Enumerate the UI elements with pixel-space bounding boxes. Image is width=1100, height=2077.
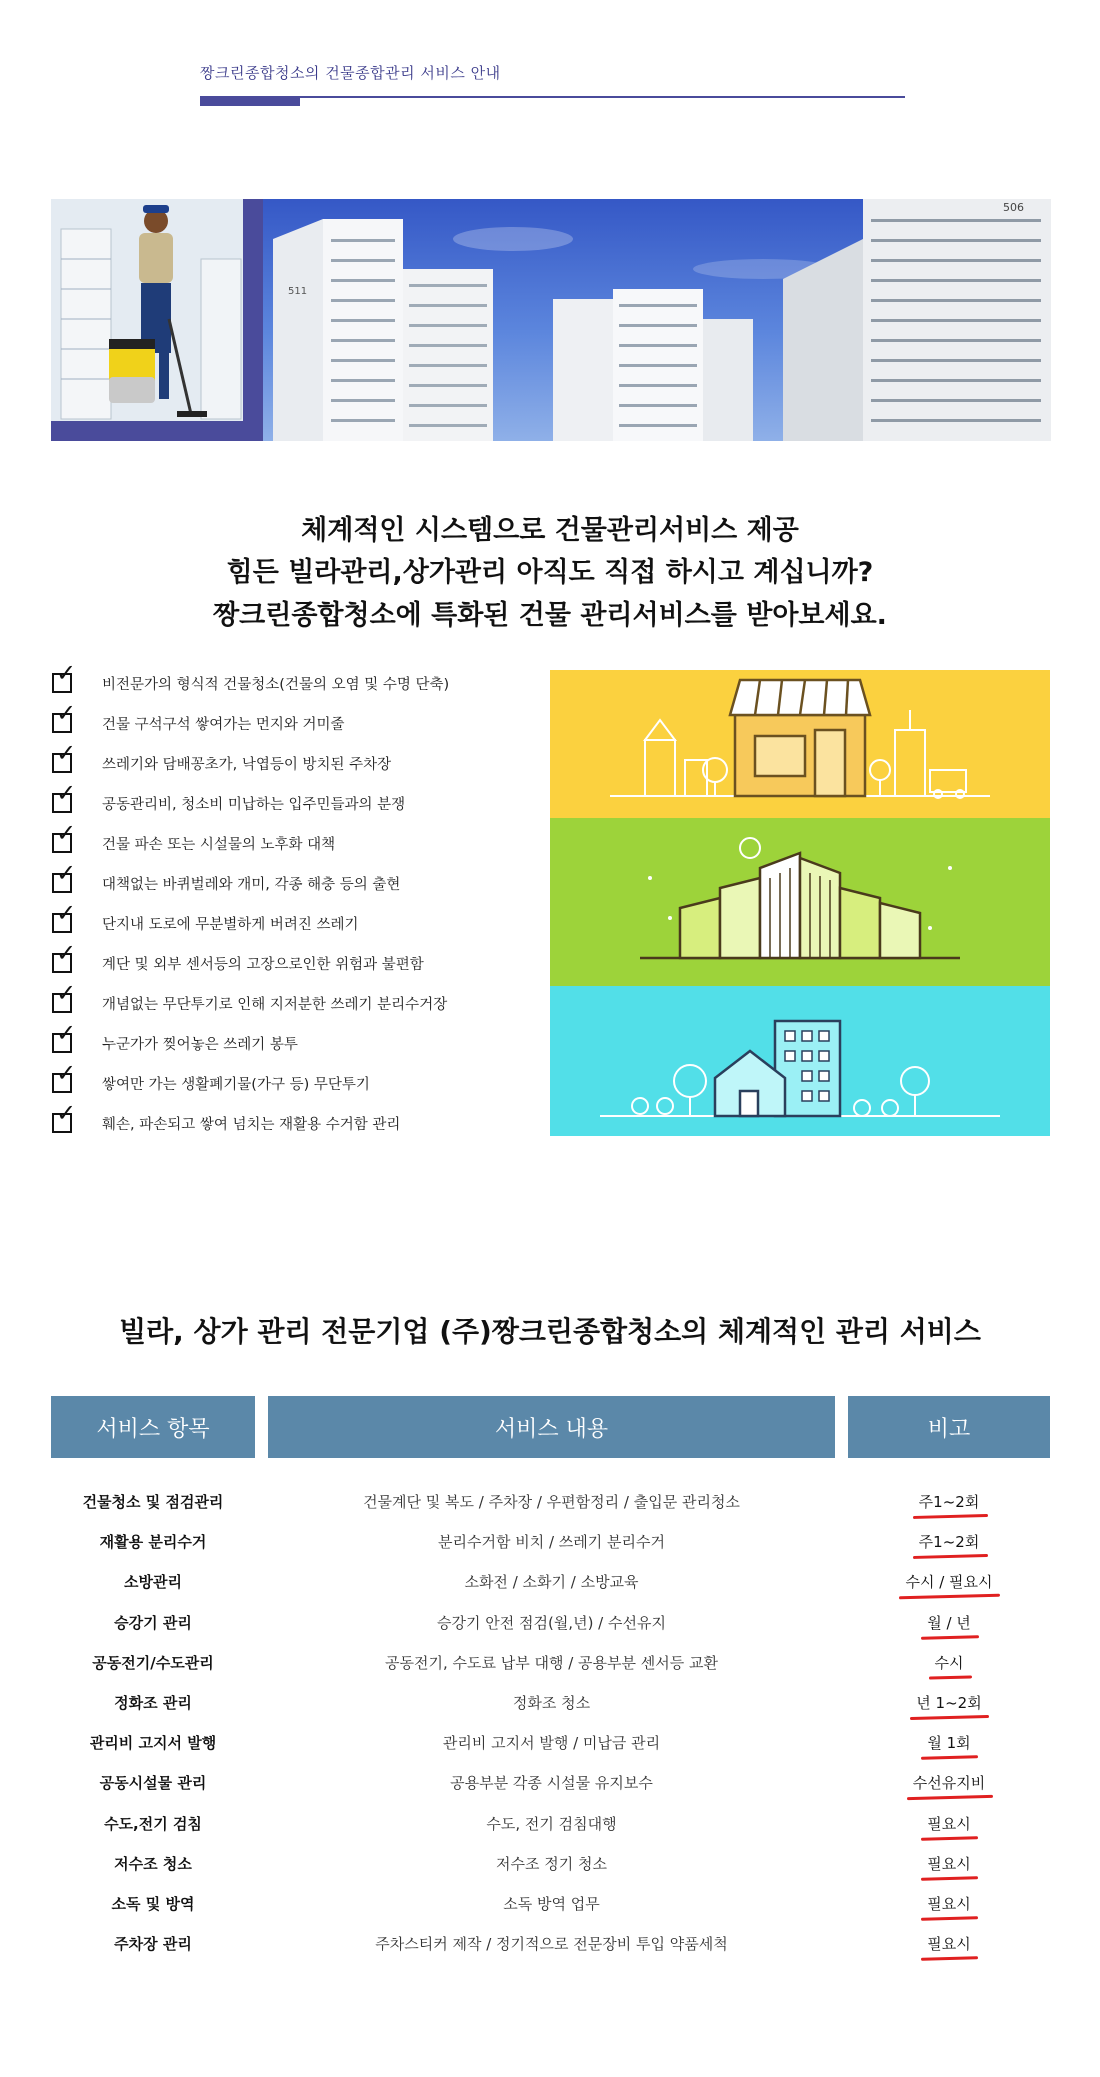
table-header-note: 비고	[848, 1396, 1050, 1458]
checklist-item: ✓ 쓰레기와 담배꽁초가, 낙엽등이 방치된 주차장	[48, 747, 518, 787]
header-accent-bar	[200, 96, 300, 106]
checklist-item: ✓ 단지내 도로에 무분별하게 버려진 쓰레기	[48, 907, 518, 947]
table-row: 수도,전기 검침 수도, 전기 검침대행 필요시	[104, 1814, 971, 1833]
checklist-item: ✓ 쌓여만 가는 생활폐기물(가구 등) 무단투기	[48, 1067, 518, 1107]
checkmark-icon: ✓	[56, 739, 77, 767]
table-row: 공동시설물 관리 공용부분 각종 시설물 유지보수 수선유지비	[99, 1774, 986, 1793]
checkmark-icon: ✓	[56, 819, 77, 847]
services-table	[0, 1483, 1100, 1965]
city-buildings-icon	[550, 818, 1050, 986]
storefront-icon	[550, 670, 1050, 818]
house-apartment-icon	[550, 986, 1050, 1136]
apartment-illustration	[263, 199, 1051, 441]
checkmark-icon: ✓	[56, 1059, 77, 1087]
table-row: 소방관리 소화전 / 소화기 / 소방교육 수시 / 필요시	[124, 1573, 993, 1592]
intro-line-3: 짱크린종합청소에 특화된 건물 관리서비스를 받아보세요.	[213, 600, 887, 631]
table-row: 주차장 관리 주차스티커 제작 / 정기적으로 전문장비 투입 약품세척 필요시	[114, 1935, 971, 1954]
building-number-left: 511	[288, 286, 308, 297]
checklist-item: ✓ 개념없는 무단투기로 인해 지저분한 쓰레기 분리수거장	[48, 987, 518, 1027]
checklist-item: ✓ 공동관리비, 청소비 미납하는 입주민들과의 분쟁	[48, 787, 518, 827]
table-header-item: 서비스 항목	[51, 1396, 255, 1458]
checkmark-icon: ✓	[56, 699, 77, 727]
table-row: 정화조 관리 정화조 청소 년 1~2회	[114, 1693, 982, 1712]
table-row: 공동전기/수도관리 공동전기, 수도료 납부 대행 / 공용부분 센서등 교환 수시	[92, 1653, 964, 1672]
checkmark-icon: ✓	[56, 1019, 77, 1047]
checkmark-icon: ✓	[56, 899, 77, 927]
checklist-item: ✓ 건물 구석구석 쌓여가는 먼지와 거미줄	[48, 707, 518, 747]
table-row: 소독 및 방역 소독 방역 업무 필요시	[111, 1894, 971, 1913]
checkmark-icon: ✓	[56, 979, 77, 1007]
checklist-item: ✓ 건물 파손 또는 시설물의 노후화 대책	[48, 827, 518, 867]
apartment-buildings-photo	[263, 199, 1051, 441]
table-row: 저수조 청소 저수조 정기 청소 필요시	[114, 1854, 971, 1873]
cleaner-illustration	[51, 199, 263, 441]
checkmark-icon: ✓	[56, 1099, 77, 1127]
checklist-item: ✓ 훼손, 파손되고 쌓여 넘치는 재활용 수거함 관리	[48, 1107, 518, 1147]
city-panel	[550, 818, 1050, 986]
storefront-panel	[550, 670, 1050, 818]
table-row: 재활용 분리수거 분리수거함 비치 / 쓰레기 분리수거 주1~2회	[99, 1533, 980, 1552]
problem-checklist	[48, 659, 518, 1147]
checkmark-icon: ✓	[56, 859, 77, 887]
table-row: 승강기 관리 승강기 안전 점검(월,년) / 수선유지 월 / 년	[114, 1613, 971, 1632]
services-title: 빌라, 상가 관리 전문기업 (주)짱크린종합청소의 체계적인 관리 서비스	[119, 1315, 981, 1348]
table-header-content: 서비스 내용	[268, 1396, 835, 1458]
checklist-item: ✓ 대책없는 바퀴벌레와 개미, 각종 해충 등의 출현	[48, 867, 518, 907]
house-panel	[550, 986, 1050, 1136]
cleaner-photo	[51, 199, 263, 441]
checklist-item: ✓ 계단 및 외부 센서등의 고장으로인한 위험과 불편함	[48, 947, 518, 987]
intro-line-2: 힘든 빌라관리,상가관리 아직도 직접 하시고 계십니까?	[226, 557, 874, 588]
table-row: 건물청소 및 점검관리 건물계단 및 복도 / 주차장 / 우편함정리 / 출입문 관리청소 주1~2회	[82, 1493, 980, 1511]
page-header-title: 짱크린종합청소의 건물종합관리 서비스 안내	[200, 64, 501, 82]
intro-line-1: 체계적인 시스템으로 건물관리서비스 제공	[301, 515, 799, 546]
hero-banner	[51, 199, 1051, 441]
checkmark-icon: ✓	[56, 779, 77, 807]
checkmark-icon: ✓	[56, 939, 77, 967]
checklist-item: ✓ 누군가가 찢어놓은 쓰레기 봉투	[48, 1027, 518, 1067]
table-row: 관리비 고지서 발행 관리비 고지서 발행 / 미납금 관리 월 1회	[89, 1734, 971, 1753]
header-divider	[200, 96, 905, 98]
checklist-item: ✓ 비전문가의 형식적 건물청소(건물의 오염 및 수명 단축)	[48, 667, 518, 707]
checkmark-icon: ✓	[56, 659, 77, 687]
building-number-right: 506	[1003, 201, 1024, 214]
